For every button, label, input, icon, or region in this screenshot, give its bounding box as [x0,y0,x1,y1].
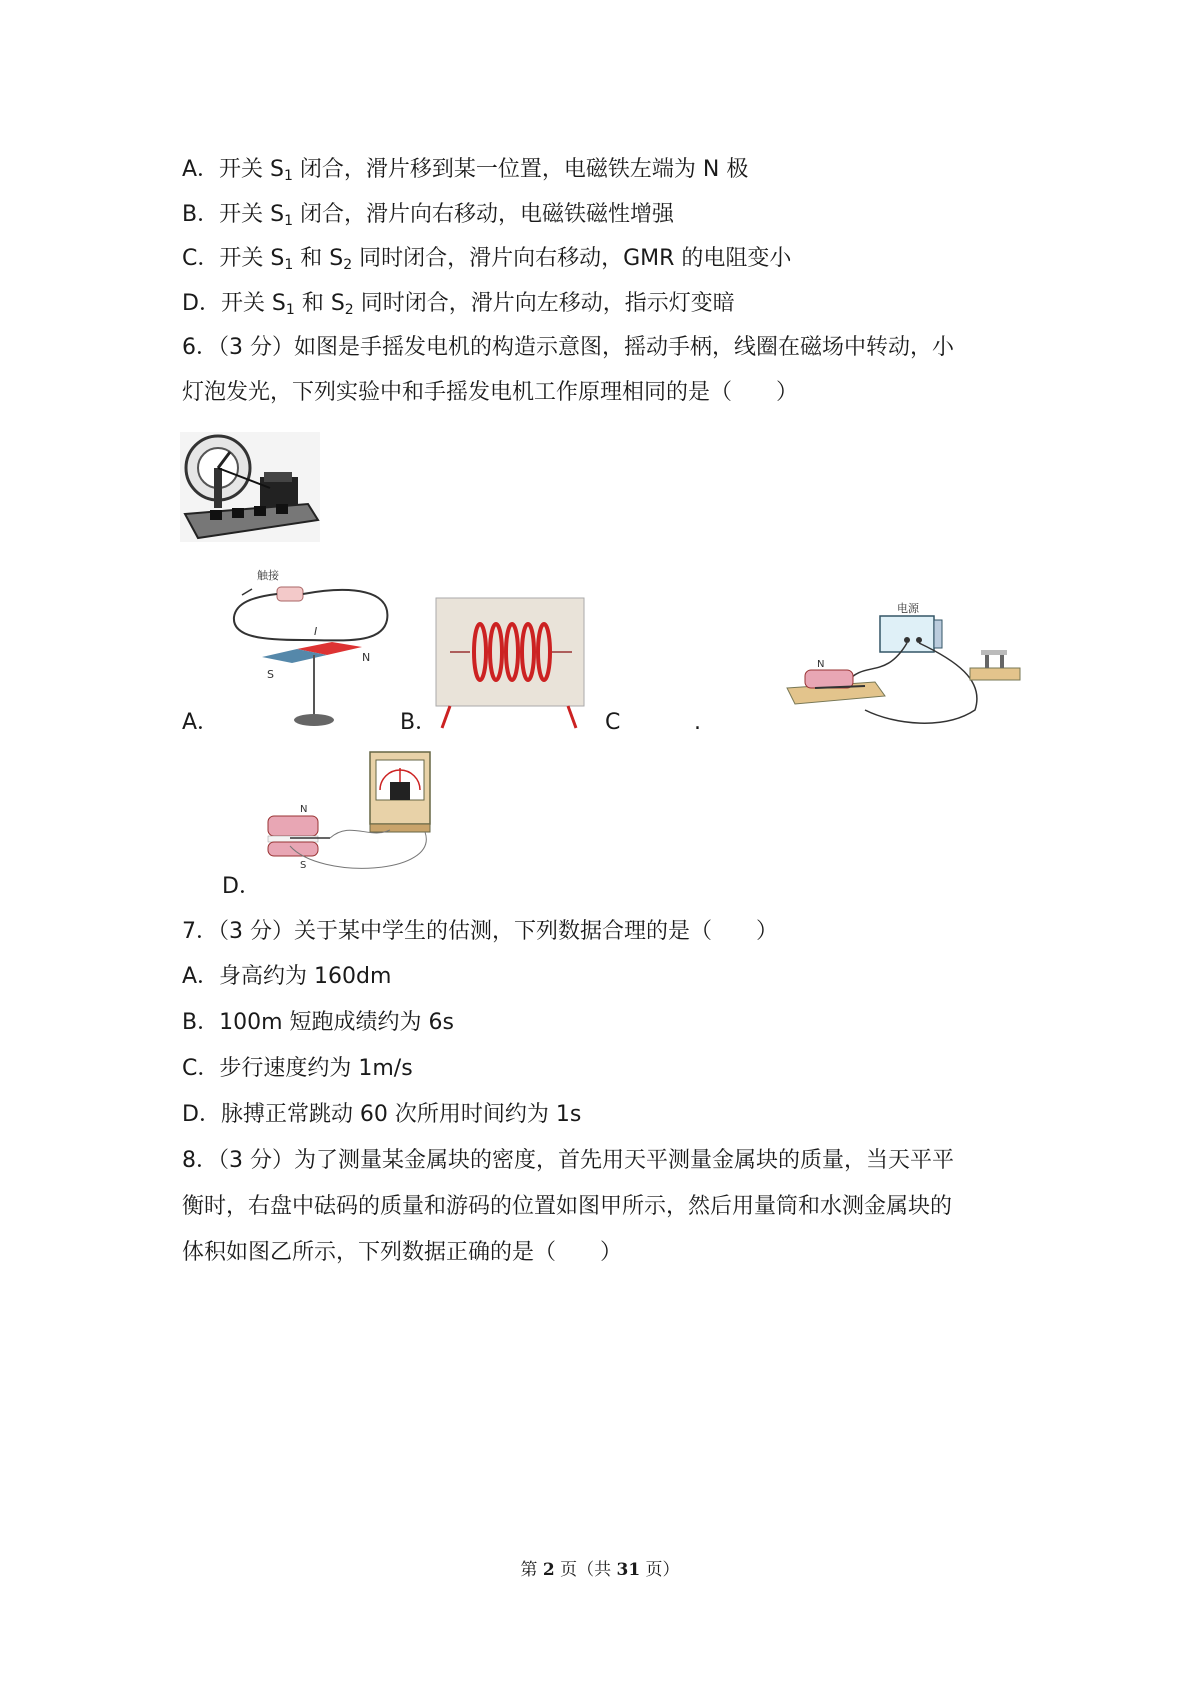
hand-generator-figure [180,432,320,546]
option-b-figure [430,596,590,735]
figC-power-label: 电源 [897,602,919,615]
q7-option-d: D．脉搏正常跳动 60 次所用时间约为 1s [182,1102,582,1127]
q7-option-b: B．100m 短跑成绩约为 6s [182,1010,454,1035]
q8-stem-line3: 体积如图乙所示，下列数据正确的是（ ） [182,1240,623,1265]
q7-option-a: A．身高约为 160dm [182,964,392,989]
q6-option-b-label: B． [400,710,438,735]
q5-option-c: C．开关 $S_1$ 和 $S_2$ 同时闭合，滑片向右移动，GMR 的电阻变小 [182,246,792,273]
q6-stem-line1: 6．（3 分）如图是手摇发电机的构造示意图，摇动手柄，线圈在磁场中转动，小 [182,335,954,360]
figA-current-label: I [314,625,318,638]
option-a-figure [222,565,402,739]
q5-option-d: D．开关 $S_1$ 和 $S_2$ 同时闭合，滑片向左移动，指示灯变暗 [182,291,735,318]
option-c-figure [785,600,1025,734]
figD-south-label: S [300,860,307,871]
q7-option-c: C．步行速度约为 1m/s [182,1056,413,1081]
figA-south-label: S [267,668,274,681]
q6-option-a-label: A． [182,710,220,735]
q8-stem-line1: 8．（3 分）为了测量某金属块的密度，首先用天平测量金属块的质量，当天平平 [182,1148,954,1173]
figC-north-label: N [817,659,825,670]
q6-option-c-label: C [605,710,621,735]
q6-option-d-label: D． [222,874,261,899]
figA-label-text: 触接 [257,569,279,582]
q5-option-b: B．开关 $S_1$ 闭合，滑片向右移动，电磁铁磁性增强 [182,202,674,229]
q5-option-a: A．开关 $S_1$ 闭合，滑片移到某一位置，电磁铁左端为 N 极 [182,157,749,184]
page-number: 2 [542,1560,555,1580]
q6-stem-line2: 灯泡发光，下列实验中和手摇发电机工作原理相同的是（ ） [182,380,799,405]
figD-north-label: N [300,804,308,815]
q8-stem-line2: 衡时，右盘中砝码的质量和游码的位置如图甲所示，然后用量筒和水测金属块的 [182,1194,953,1219]
q7-stem: 7．（3 分）关于某中学生的估测，下列数据合理的是（ ） [182,919,778,944]
page-footer: 第 2 页（共 31 页） [520,1560,680,1580]
q6-option-c-dot: . [694,710,701,735]
figA-north-label: N [362,651,371,664]
option-d-figure [260,750,460,884]
page-total: 31 [616,1560,641,1580]
